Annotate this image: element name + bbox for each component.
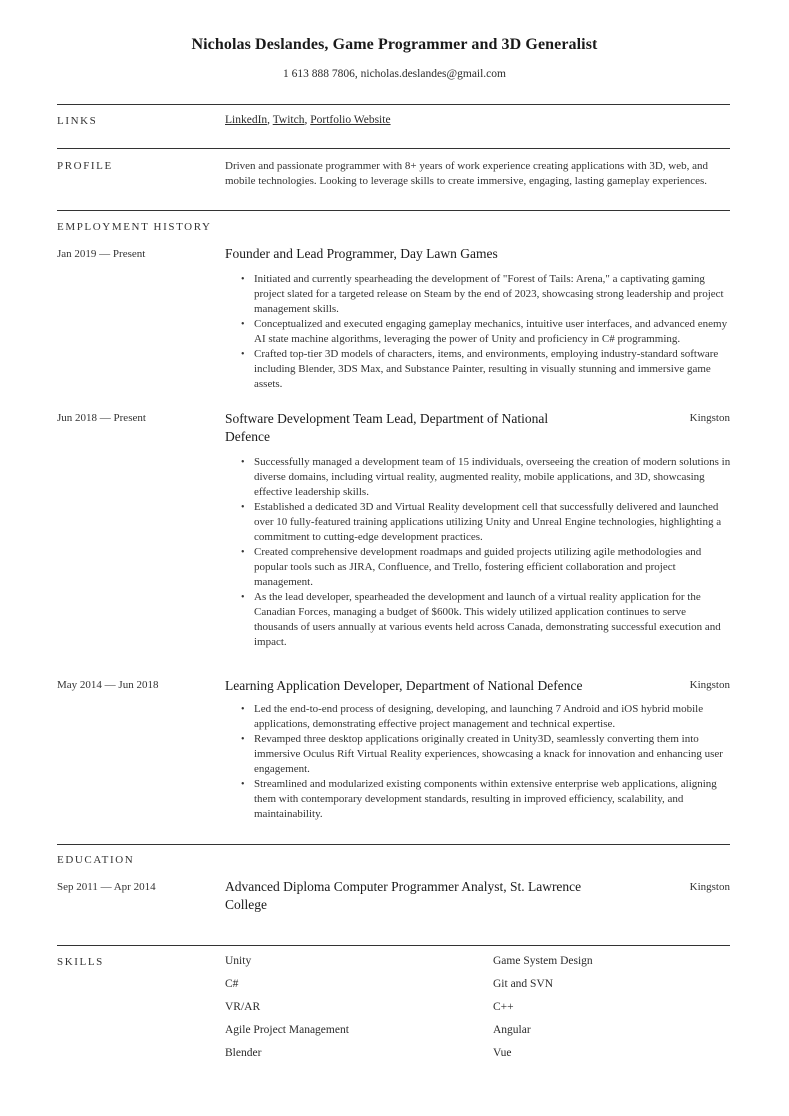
contact-info: 1 613 888 7806, nicholas.deslandes@gmail.com: [283, 68, 506, 80]
section-divider: [57, 210, 730, 211]
job-bullet: • Led the end-to-end process of designing, developing, and launching 7 Android and iOS hybrid mobile applications, demonstrating effective project management and technical expertise.: [254, 702, 732, 732]
education-title: Advanced Diploma Computer Programmer Analyst, St. Lawrence College: [225, 879, 582, 912]
link-separator: ,: [267, 114, 273, 126]
profile-section-label: PROFILE: [57, 160, 113, 172]
job-bullet: • Revamped three desktop applications originally created in Unity3D, seamlessly converting them into immersive Oculus Rift Virtual Reality experiences, showcasing a knack for innovation and enhancing user engagement.: [254, 732, 732, 777]
job-title: Software Development Team Lead, Department of National Defence: [225, 411, 549, 444]
job-bullet-list: [254, 455, 732, 650]
job-dates: Jun 2018 — Present: [57, 412, 146, 424]
skill-item: Unity: [225, 955, 252, 967]
skill-item: Angular: [493, 1024, 531, 1036]
job-title: Founder and Lead Programmer, Day Lawn Games: [225, 246, 498, 261]
skill-item: C++: [493, 1001, 514, 1013]
skills-section-label: SKILLS: [57, 956, 104, 968]
education-section-label: EDUCATION: [57, 854, 135, 866]
job-location: Kingston: [689, 679, 730, 691]
skill-item: Git and SVN: [493, 978, 554, 990]
job-bullet-list: [254, 272, 732, 392]
education-dates: Sep 2011 — Apr 2014: [57, 881, 156, 893]
links-section-label: LINKS: [57, 115, 98, 127]
linkedin-link[interactable]: LinkedIn: [225, 114, 268, 126]
skill-item: Vue: [493, 1047, 512, 1059]
job-bullet: • Conceptualized and executed engaging gameplay mechanics, intuitive user interfaces, and advanced enemy AI state machine algorithms, leveraging the power of Unity and proficiency in C# programming.: [254, 317, 732, 347]
job-bullet: • Crafted top-tier 3D models of characters, items, and environments, employing industry-standard software including Blender, 3DS Max, and Substance Painter, resulting in visually stunning and immersive game assets.: [254, 347, 732, 392]
link-separator: ,: [304, 114, 311, 126]
section-divider: [57, 844, 730, 845]
job-title: Learning Application Developer, Department of National Defence: [225, 678, 583, 693]
skill-item: Agile Project Management: [225, 1024, 349, 1036]
employment-section-label: EMPLOYMENT HISTORY: [57, 221, 212, 233]
skill-item: VR/AR: [225, 1001, 261, 1013]
job-bullet-list: [254, 702, 732, 822]
job-dates: May 2014 — Jun 2018: [57, 679, 159, 691]
job-bullet: • Successfully managed a development team of 15 individuals, overseeing the creation of modern solutions in diverse domains, including virtual reality, augmented reality, mobile applications, and 3D, showcasing effective leadership skills.: [254, 455, 732, 500]
job-bullet: • Initiated and currently spearheading the development of "Forest of Tails: Arena," a captivating gaming project slated for a targeted release on Steam by the end of 2023, showcasing strong leadership and project management skills.: [254, 272, 732, 317]
twitch-link[interactable]: Twitch: [272, 114, 305, 126]
job-bullet: • As the lead developer, spearheaded the development and launch of a virtual reality application for the Canadian Forces, managing a budget of $600k. This widely utilized application continues to serve thousands of users annually at various events held across Canada, demonstrating successful execution and impact.: [254, 590, 732, 650]
links-list: [225, 114, 391, 126]
skill-item: Game System Design: [493, 955, 593, 967]
resume-name-title: Nicholas Deslandes, Game Programmer and 3D Generalist: [191, 36, 598, 53]
skill-item: C#: [225, 978, 239, 990]
section-divider: [57, 104, 730, 105]
skill-item: Blender: [225, 1047, 262, 1059]
job-bullet: • Established a dedicated 3D and Virtual Reality development cell that successfully delivered and launched over 10 fully-featured training applications utilizing Unity and Unreal Engine technologies, highlighting a commitment to cutting-edge development practices.: [254, 500, 732, 545]
job-bullet: • Created comprehensive development roadmaps and guided projects utilizing agile methodologies and popular tools such as JIRA, Confluence, and Trello, fostering efficient collaboration and project management.: [254, 545, 732, 590]
section-divider: [57, 945, 730, 946]
portfolio-website-link[interactable]: Portfolio Website: [310, 114, 391, 126]
job-bullet: • Streamlined and modularized existing components within extensive enterprise web applications, aligning them with contemporary development standards, resulting in improved efficiency, scalability, and maintainability.: [254, 777, 732, 822]
job-dates: Jan 2019 — Present: [57, 248, 146, 260]
job-location: Kingston: [689, 412, 730, 424]
section-divider: [57, 148, 730, 149]
profile-text: Driven and passionate programmer with 8+ years of work experience creating applications with 3D, web, and mobile technologies. Looking to leverage skills to create immersive, engaging, lasting gameplay experiences.: [225, 160, 709, 187]
education-location: Kingston: [689, 881, 730, 893]
